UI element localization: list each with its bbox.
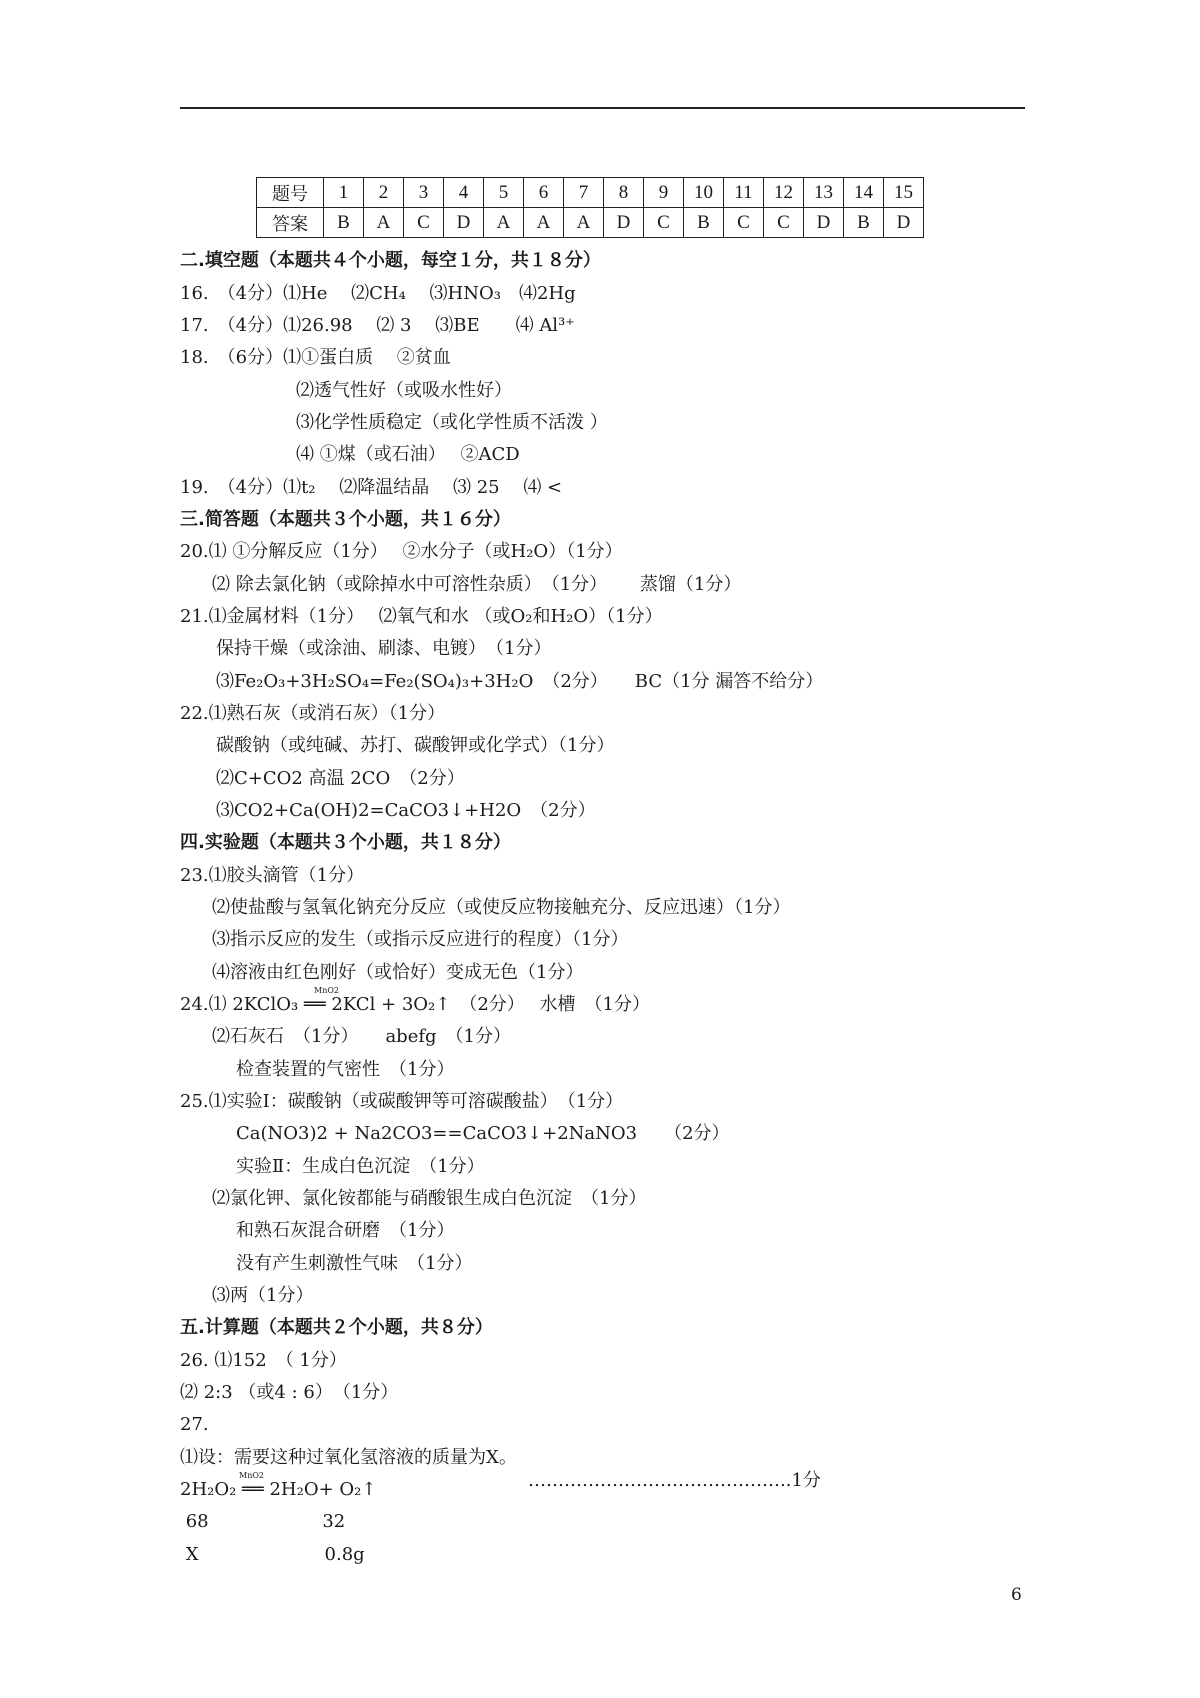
table-cell: C (644, 208, 684, 238)
table-cell: C (764, 208, 804, 238)
table-cell: 13 (804, 178, 844, 208)
answer-table (256, 177, 924, 238)
answer-line: 68 32 (180, 1511, 346, 1532)
answer-line: ⑵透气性好（或吸水性好） (296, 380, 512, 401)
table-cell: 6 (524, 178, 564, 208)
answer-line: ⑴设：需要这种过氧化氢溶液的质量为X。 (180, 1447, 517, 1468)
answer-line: 21.⑴金属材料（1分） ⑵氧气和水 （或O₂和H₂O）（1分） (180, 606, 663, 627)
section-heading: 三.简答题（本题共３个小题，共１６分） (180, 509, 511, 530)
table-cell: C (404, 208, 444, 238)
table-cell: 9 (644, 178, 684, 208)
answer-line: 24.⑴ 2KClO₃ ══ 2KCl + 3O₂↑ （2分） 水槽 （1分） (180, 994, 650, 1015)
table-cell: 1 (324, 178, 364, 208)
catalyst-label: MnO2 (239, 1471, 264, 1480)
table-cell: A (364, 208, 404, 238)
answer-line: 检查装置的气密性 （1分） (236, 1059, 455, 1080)
table-head-number: 题号 (257, 178, 324, 208)
answer-line: 17. （4分）⑴26.98 ⑵ 3 ⑶BE ⑷ Al³⁺ (180, 315, 575, 336)
answer-line: 没有产生刺激性气味 （1分） (236, 1253, 473, 1274)
answer-line: 26. ⑴152 （ 1分） (180, 1350, 347, 1371)
table-cell: 4 (444, 178, 484, 208)
answer-line: 碳酸钠（或纯碱、苏打、碳酸钾或化学式）（1分） (216, 735, 615, 756)
answer-line: ⑶CO2+Ca(OH)2=CaCO3↓+H2O （2分） (216, 800, 596, 821)
table-cell: 11 (724, 178, 764, 208)
table-cell: 3 (404, 178, 444, 208)
table-cell: D (604, 208, 644, 238)
answer-line: ⑵氯化钾、氯化铵都能与硝酸银生成白色沉淀 （1分） (212, 1188, 647, 1209)
answer-line: ⑵C+CO2 高温 2CO （2分） (216, 768, 465, 789)
answer-line: ⑷ ①煤（或石油） ②ACD (296, 444, 520, 465)
table-cell: D (444, 208, 484, 238)
table-cell: 5 (484, 178, 524, 208)
table-cell: 10 (684, 178, 724, 208)
catalyst-label: MnO2 (314, 986, 339, 995)
table-row (257, 208, 924, 238)
answer-line: ⑵ 2:3 （或4 : 6） （1分） (180, 1382, 399, 1403)
header-rule (180, 107, 1025, 109)
table-cell: B (684, 208, 724, 238)
score-dots: ……………………………………..1分 (528, 1470, 821, 1491)
page-number: 6 (1011, 1585, 1022, 1605)
answer-line: ⑶指示反应的发生（或指示反应进行的程度）（1分） (212, 929, 629, 950)
table-cell: 15 (884, 178, 924, 208)
answer-line: 18. （6分）⑴①蛋白质 ②贫血 (180, 347, 451, 368)
answer-line: ⑵石灰石 （1分） abefg （1分） (212, 1026, 511, 1047)
answer-line: 2H₂O₂ ══ 2H₂O+ O₂↑ (180, 1479, 377, 1500)
table-cell: 8 (604, 178, 644, 208)
table-cell: D (804, 208, 844, 238)
answer-line: ⑵使盐酸与氢氧化钠充分反应（或使反应物接触充分、反应迅速）（1分） (212, 897, 791, 918)
answer-line: 27. (180, 1414, 209, 1435)
answer-line: ⑷溶液由红色刚好（或恰好）变成无色（1分） (212, 962, 584, 983)
table-cell: B (324, 208, 364, 238)
table-row (257, 178, 924, 208)
table-cell: C (724, 208, 764, 238)
answer-line: 实验Ⅱ：生成白色沉淀 （1分） (236, 1156, 485, 1177)
answer-line: 和熟石灰混合研磨 （1分） (236, 1220, 455, 1241)
answer-line: X 0.8g (180, 1544, 365, 1565)
answer-line: 19. （4分）⑴t₂ ⑵降温结晶 ⑶ 25 ⑷ < (180, 477, 563, 498)
section-heading: 二.填空题（本题共４个小题，每空１分，共１８分） (180, 250, 601, 271)
answer-line: ⑶化学性质稳定（或化学性质不活泼 ） (296, 412, 608, 433)
table-cell: A (564, 208, 604, 238)
answer-line: ⑵ 除去氯化钠（或除掉水中可溶性杂质） （1分） 蒸馏（1分） (212, 574, 742, 595)
table-cell: D (884, 208, 924, 238)
table-head-answer: 答案 (257, 208, 324, 238)
answer-line: 20.⑴ ①分解反应（1分） ②水分子（或H₂O）（1分） (180, 541, 623, 562)
answer-line: ⑶两（1分） (212, 1285, 314, 1306)
table-cell: A (484, 208, 524, 238)
table-cell: 14 (844, 178, 884, 208)
table-cell: 7 (564, 178, 604, 208)
section-heading: 四.实验题（本题共３个小题，共１８分） (180, 832, 511, 853)
answer-line: Ca(NO3)2 + Na2CO3==CaCO3↓+2NaNO3 （2分） (236, 1123, 730, 1144)
answer-line: 16. （4分）⑴He ⑵CH₄ ⑶HNO₃ ⑷2Hg (180, 283, 576, 304)
answer-line: 25.⑴实验Ⅰ：碳酸钠（或碳酸钾等可溶碳酸盐） （1分） (180, 1091, 624, 1112)
table-cell: A (524, 208, 564, 238)
answer-line: 22.⑴熟石灰（或消石灰）（1分） (180, 703, 446, 724)
table-cell: 2 (364, 178, 404, 208)
answer-line: 23.⑴胶头滴管（1分） (180, 865, 365, 886)
table-cell: 12 (764, 178, 804, 208)
answer-line: 保持干燥（或涂油、刷漆、电镀） （1分） (216, 638, 552, 659)
answer-line: ⑶Fe₂O₃+3H₂SO₄=Fe₂(SO₄)₃+3H₂O （2分） BC（1分 漏答不给分） (216, 671, 824, 692)
table-cell: B (844, 208, 884, 238)
section-heading: 五.计算题（本题共２个小题，共８分） (180, 1317, 493, 1338)
